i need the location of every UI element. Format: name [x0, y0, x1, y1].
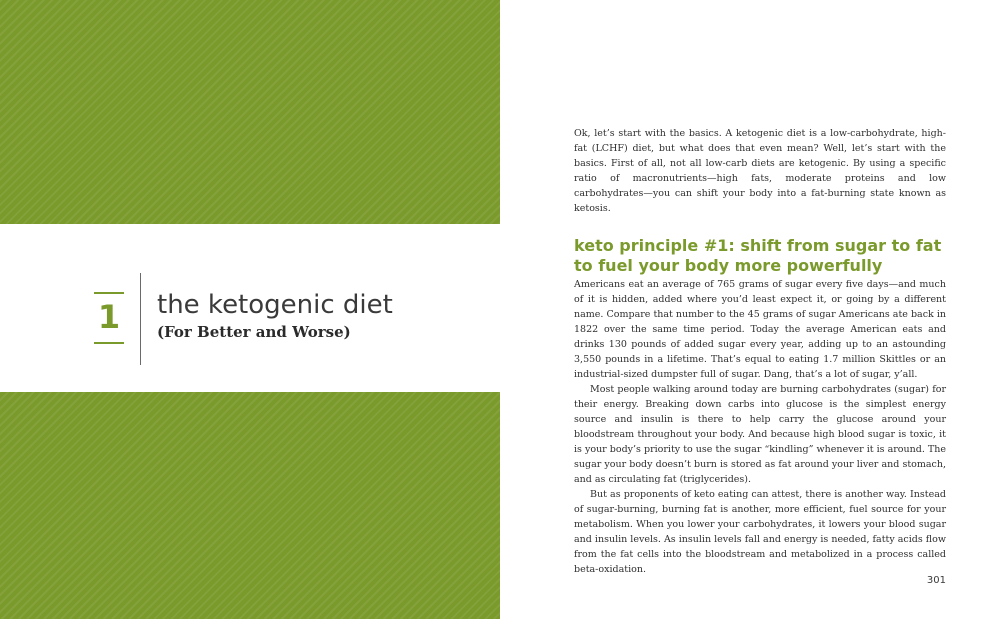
chapter-number: 1	[97, 298, 121, 336]
intro-text	[574, 126, 946, 216]
body-paragraph-3: But as proponents of keto eating can attest, there is another way. Instead of sugar-burning, burning fat is another, more efficient, fuel source for your metabolism. When you lower your carbohydrates, it lowers your blood sugar and insulin levels. As insulin levels fall and energy is needed, fatty acids flow from the fat cells into the bloodstream and metabolized in a process called beta-oxidation.	[574, 489, 946, 575]
body-paragraph-1: Americans eat an average of 765 grams of sugar every five days—and much of it is hidden, added where you’d least expect it, or going by a different name. Compare that number to the 45 grams of sugar Americans ate back in 1822 over the same time period. Today the average American eats and drinks 130 pounds of added sugar every year, adding up to an astounding 3,550 pounds in a lifetime. That’s equal to eating 1.7 million Skittles or an industrial-sized dumpster full of sugar. Dang, that’s a lot of sugar, y’all.	[574, 279, 946, 380]
chapter-subtitle: (For Better and Worse)	[157, 323, 351, 341]
chapter-number-rule-top	[94, 292, 124, 294]
intro-paragraph: Ok, let’s start with the basics. A ketogenic diet is a low-carbohydrate, high-fat (LCHF) diet, but what does that even mean? Well, let’s start with the basics. First of all, not all low-carb diets are ketogenic. By using a specific ratio of macronutrients—high fats, moderate proteins and low carbohydrates—you can shift your body into a fat-burning state known as ketosis.	[574, 128, 946, 214]
body-paragraph-2: Most people walking around today are burning carbohydrates (sugar) for their energy. Breaking down carbs into glucose is the simplest energy source and insulin is there to help carry the glucose around your bloodstream throughout your body. And because high blood sugar is toxic, it is your body’s priority to use the sugar “kindling” whenever it is around. The sugar your body doesn’t burn is stored as fat around your liver and stomach, and as circulating fat (triglycerides).	[574, 384, 946, 485]
section-heading: keto principle #1: shift from sugar to fat to fuel your body more powerfully	[574, 236, 942, 275]
chapter-title: the ketogenic diet	[157, 290, 393, 320]
section-body	[574, 277, 946, 577]
page-number: 301	[926, 575, 946, 586]
chapter-number-rule-bottom	[94, 342, 124, 344]
chapter-divider-line	[140, 273, 141, 365]
chapter-number-block	[94, 292, 124, 344]
